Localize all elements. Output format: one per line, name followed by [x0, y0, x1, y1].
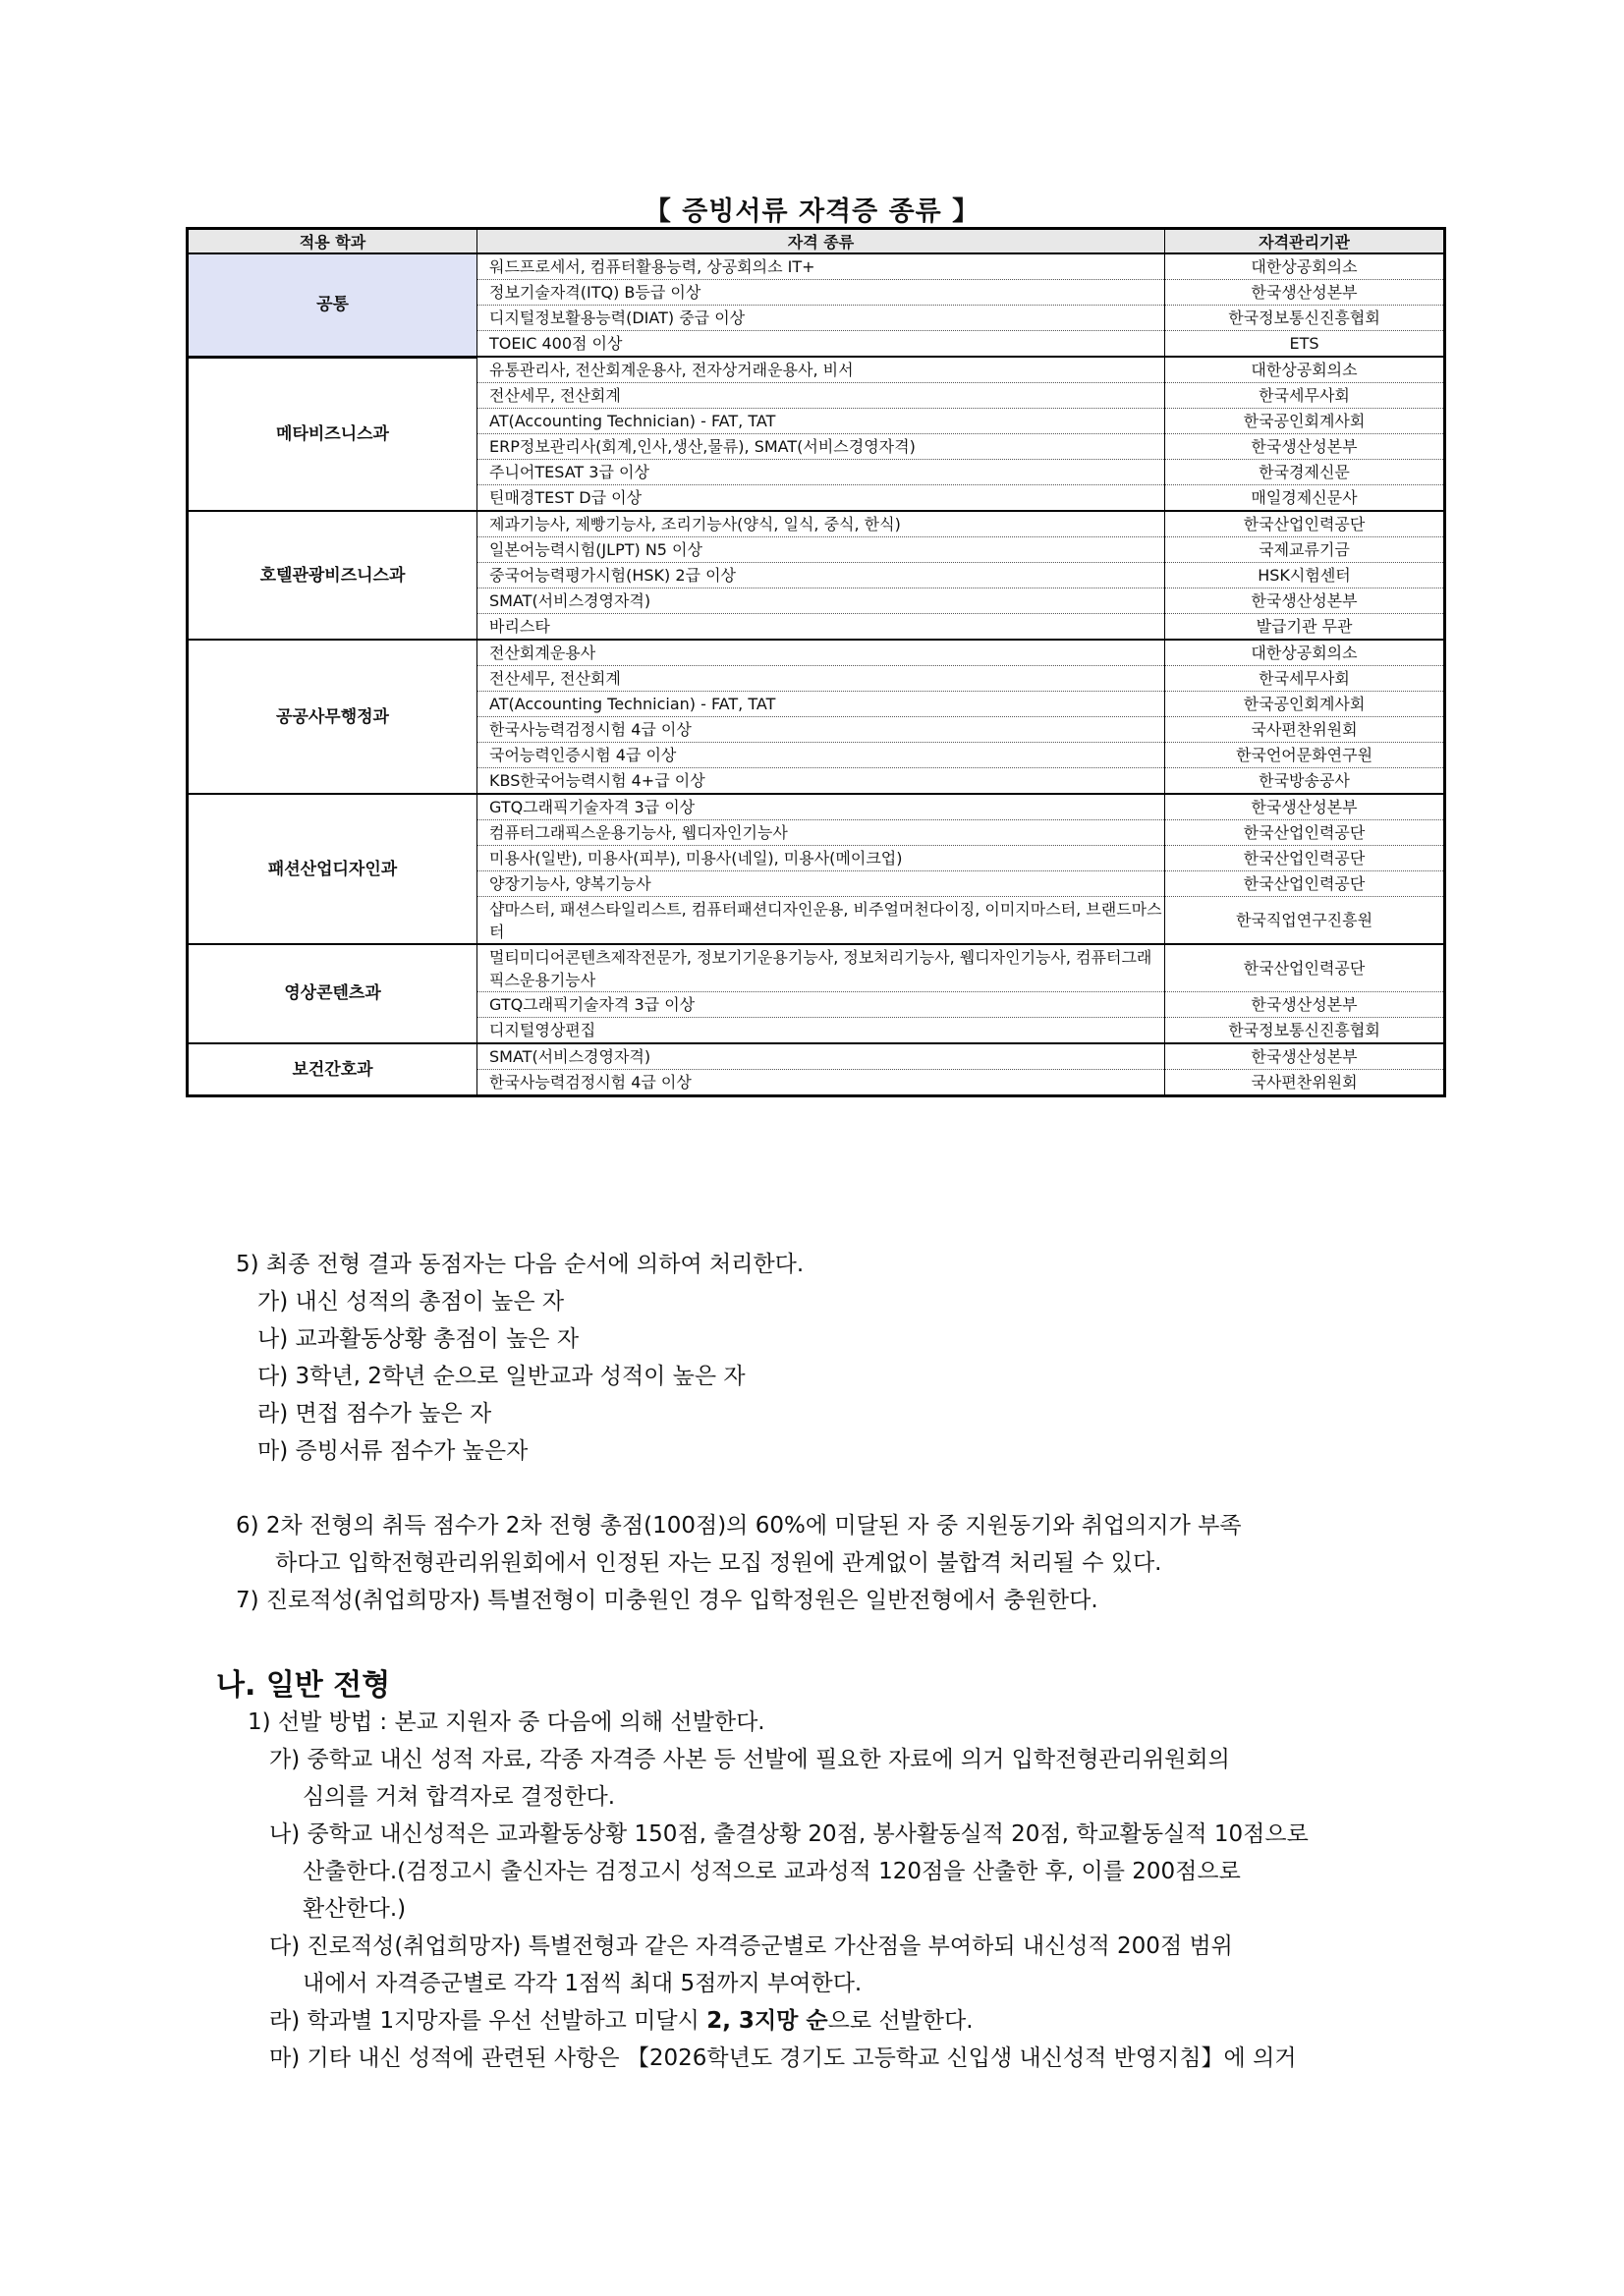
agency-cell: 한국직업연구진흥원: [1165, 897, 1445, 945]
agency-cell: 한국생산성본부: [1165, 588, 1445, 614]
certificate-cell: AT(Accounting Technician) - FAT, TAT: [477, 409, 1165, 434]
agency-cell: 대한상공회의소: [1165, 253, 1445, 280]
agency-cell: 한국세무사회: [1165, 383, 1445, 409]
department-cell: 호텔관광비즈니스과: [188, 511, 477, 640]
certificate-cell: SMAT(서비스경영자격): [477, 1043, 1165, 1070]
general-item-da: 다) 진로적성(취업희망자) 특별전형과 같은 자격증군별로 가산점을 부여하되 내신성적 200점 범위: [269, 1933, 1233, 1959]
department-cell: 패션산업디자인과: [188, 794, 477, 944]
certificate-cell: 유통관리사, 전산회계운용사, 전자상거래운용사, 비서: [477, 357, 1165, 383]
certificate-cell: 양장기능사, 양복기능사: [477, 871, 1165, 897]
rule-6-line2: 하다고 입학전형관리위원회에서 인정된 자는 모집 정원에 관계없이 불합격 처리될 수 있다.: [275, 1550, 1162, 1576]
certificate-cell: TOEIC 400점 이상: [477, 331, 1165, 358]
agency-cell: 한국생산성본부: [1165, 280, 1445, 306]
header-certificate: 자격 종류: [477, 229, 1165, 254]
general-item-ra-emphasis: 2, 3지망 순: [706, 2008, 828, 2034]
table-header-row: [188, 229, 1445, 254]
certificate-cell: 중국어능력평가시험(HSK) 2급 이상: [477, 563, 1165, 588]
certificate-cell: 워드프로세서, 컴퓨터활용능력, 상공회의소 IT+: [477, 253, 1165, 280]
tiebreak-section: [236, 1246, 804, 1470]
header-department: 적용 학과: [188, 229, 477, 254]
table-row: [188, 357, 1445, 383]
agency-cell: 한국산업인력공단: [1165, 511, 1445, 537]
certificate-cell: AT(Accounting Technician) - FAT, TAT: [477, 692, 1165, 717]
general-item-ra-text: 라) 학과별 1지망자를 우선 선발하고 미달시: [269, 2008, 707, 2034]
certificate-cell: GTQ그래픽기술자격 3급 이상: [477, 992, 1165, 1018]
agency-cell: 한국산업인력공단: [1165, 820, 1445, 846]
agency-cell: 매일경제신문사: [1165, 485, 1445, 512]
agency-cell: 대한상공회의소: [1165, 357, 1445, 383]
tiebreak-item: 가) 내신 성적의 총점이 높은 자: [257, 1289, 565, 1315]
agency-cell: 한국정보통신진흥협회: [1165, 1018, 1445, 1044]
department-cell: 메타비즈니스과: [188, 357, 477, 511]
general-item-da-cont: 내에서 자격증군별로 각각 1점씩 최대 5점까지 부여한다.: [303, 1971, 863, 1996]
certificate-cell: SMAT(서비스경영자격): [477, 588, 1165, 614]
general-item-ra-tail: 으로 선발한다.: [827, 2008, 974, 2034]
certificate-cell: 전산세무, 전산회계: [477, 383, 1165, 409]
general-item-ga-cont: 심의를 거쳐 합격자로 결정한다.: [303, 1784, 616, 1810]
department-cell: 영상콘텐츠과: [188, 944, 477, 1043]
agency-cell: 대한상공회의소: [1165, 640, 1445, 666]
rule-7: 7) 진로적성(취업희망자) 특별전형이 미충원인 경우 입학정원은 일반전형에서 충원한다.: [236, 1588, 1098, 1613]
table-title: 【 증빙서류 자격증 종류 】: [644, 196, 980, 227]
table-row: [188, 511, 1445, 537]
certificate-cell: 샵마스터, 패션스타일리스트, 컴퓨터패션디자인운용, 비주얼머천다이징, 이미지마스터, 브랜드마스터: [477, 897, 1165, 945]
selection-method: 1) 선발 방법 : 본교 지원자 중 다음에 의해 선발한다.: [248, 1709, 765, 1735]
general-item-ra: [248, 2002, 1309, 2040]
general-item-na: 나) 중학교 내신성적은 교과활동상황 150점, 출결상황 20점, 봉사활동실적 20점, 학교활동실적 10점으로: [269, 1821, 1309, 1847]
general-item-ga: 가) 중학교 내신 성적 자료, 각종 자격증 사본 등 선발에 필요한 자료에 의거 입학전형관리위원회의: [269, 1747, 1230, 1772]
agency-cell: 한국방송공사: [1165, 768, 1445, 795]
agency-cell: 한국생산성본부: [1165, 992, 1445, 1018]
agency-cell: 국사편찬위원회: [1165, 1070, 1445, 1096]
certificate-cell: 일본어능력시험(JLPT) N5 이상: [477, 537, 1165, 563]
certificate-cell: 디지털정보활용능력(DIAT) 중급 이상: [477, 306, 1165, 331]
agency-cell: 한국산업인력공단: [1165, 846, 1445, 871]
certificate-cell: 틴매경TEST D급 이상: [477, 485, 1165, 512]
department-cell: 공공사무행정과: [188, 640, 477, 794]
tiebreak-intro: 5) 최종 전형 결과 동점자는 다음 순서에 의하여 처리한다.: [236, 1252, 805, 1277]
general-item-na-cont: 산출한다.(검정고시 출신자는 검정고시 성적으로 교과성적 120점을 산출한 후, 이를 200점으로: [303, 1859, 1241, 1884]
general-item-ma: 마) 기타 내신 성적에 관련된 사항은 【2026학년도 경기도 고등학교 신입생 내신성적 반영지침】에 의거: [269, 2045, 1297, 2071]
table-row: [188, 253, 1445, 280]
agency-cell: 한국생산성본부: [1165, 1043, 1445, 1070]
certificate-cell: 전산회계운용사: [477, 640, 1165, 666]
certificate-table-body: [188, 253, 1445, 1096]
certificate-cell: 한국사능력검정시험 4급 이상: [477, 1070, 1165, 1096]
certificate-cell: ERP정보관리사(회계,인사,생산,물류), SMAT(서비스경영자격): [477, 434, 1165, 460]
table-row: [188, 640, 1445, 666]
agency-cell: 국사편찬위원회: [1165, 717, 1445, 743]
agency-cell: 한국정보통신진흥협회: [1165, 306, 1445, 331]
table-row: [188, 1043, 1445, 1070]
certificate-cell: 정보기술자격(ITQ) B등급 이상: [477, 280, 1165, 306]
header-agency: 자격관리기관: [1165, 229, 1445, 254]
certificate-cell: 한국사능력검정시험 4급 이상: [477, 717, 1165, 743]
certificate-cell: 전산세무, 전산회계: [477, 666, 1165, 692]
general-item-na-cont: 환산한다.): [303, 1896, 407, 1922]
certificate-cell: GTQ그래픽기술자격 3급 이상: [477, 794, 1165, 820]
certificate-cell: 제과기능사, 제빵기능사, 조리기능사(양식, 일식, 중식, 한식): [477, 511, 1165, 537]
certificate-cell: 주니어TESAT 3급 이상: [477, 460, 1165, 485]
agency-cell: HSK시험센터: [1165, 563, 1445, 588]
tiebreak-item: 다) 3학년, 2학년 순으로 일반교과 성적이 높은 자: [257, 1364, 746, 1389]
agency-cell: 한국생산성본부: [1165, 434, 1445, 460]
agency-cell: 한국공인회계사회: [1165, 692, 1445, 717]
tiebreak-item: 라) 면접 점수가 높은 자: [257, 1401, 492, 1427]
table-row: [188, 794, 1445, 820]
department-cell: 보건간호과: [188, 1043, 477, 1096]
rules-section: [236, 1507, 1242, 1619]
general-section: [248, 1704, 1309, 2077]
certificate-cell: 컴퓨터그래픽스운용기능사, 웹디자인기능사: [477, 820, 1165, 846]
table-row: [188, 944, 1445, 992]
agency-cell: 한국생산성본부: [1165, 794, 1445, 820]
general-admission-heading: 나. 일반 전형: [216, 1668, 391, 1703]
certificate-cell: 디지털영상편집: [477, 1018, 1165, 1044]
agency-cell: 한국산업인력공단: [1165, 871, 1445, 897]
certificate-cell: 국어능력인증시험 4급 이상: [477, 743, 1165, 768]
agency-cell: 한국세무사회: [1165, 666, 1445, 692]
certificate-cell: 미용사(일반), 미용사(피부), 미용사(네일), 미용사(메이크업): [477, 846, 1165, 871]
certificate-cell: 멀티미디어콘텐츠제작전문가, 정보기기운용기능사, 정보처리기능사, 웹디자인기능사, 컴퓨터그래픽스운용기능사: [477, 944, 1165, 992]
certificate-cell: KBS한국어능력시험 4+급 이상: [477, 768, 1165, 795]
department-cell: 공통: [188, 253, 477, 357]
agency-cell: 한국산업인력공단: [1165, 944, 1445, 992]
tiebreak-item: 나) 교과활동상황 총점이 높은 자: [257, 1326, 580, 1352]
agency-cell: 한국경제신문: [1165, 460, 1445, 485]
certificate-table: [186, 227, 1446, 1097]
rule-6-line1: 6) 2차 전형의 취득 점수가 2차 전형 총점(100점)의 60%에 미달된 자 중 지원동기와 취업의지가 부족: [236, 1513, 1242, 1539]
agency-cell: 발급기관 무관: [1165, 614, 1445, 641]
agency-cell: 한국공인회계사회: [1165, 409, 1445, 434]
agency-cell: ETS: [1165, 331, 1445, 358]
agency-cell: 한국언어문화연구원: [1165, 743, 1445, 768]
agency-cell: 국제교류기금: [1165, 537, 1445, 563]
certificate-cell: 바리스타: [477, 614, 1165, 641]
tiebreak-item: 마) 증빙서류 점수가 높은자: [257, 1438, 529, 1464]
